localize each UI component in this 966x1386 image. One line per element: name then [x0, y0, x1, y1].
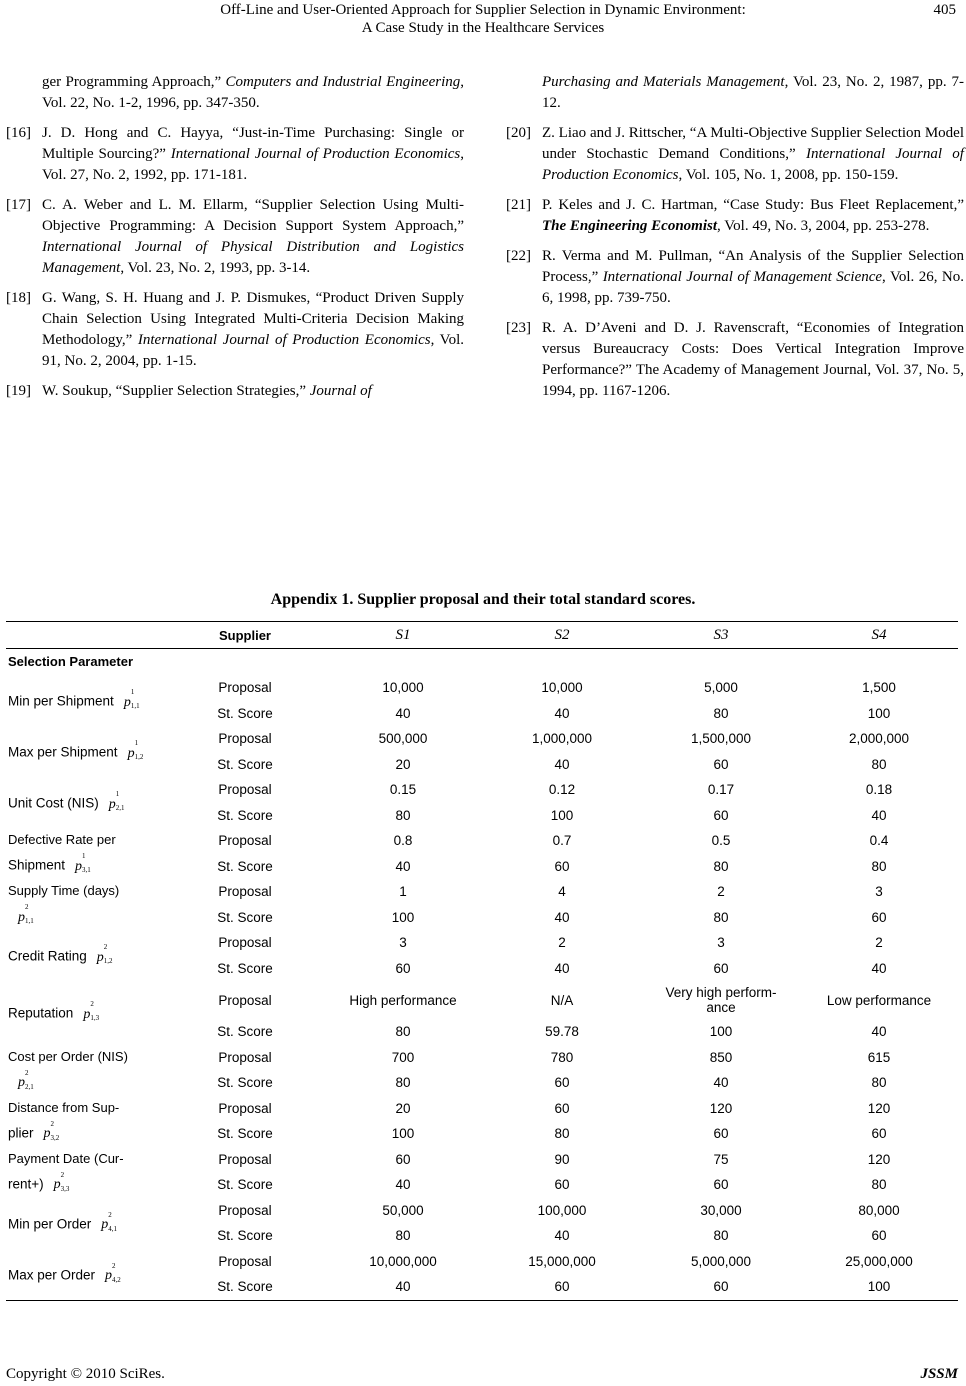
score-value: 40 [395, 1177, 411, 1193]
page-header [0, 0, 966, 46]
proposal-value: 615 [867, 1049, 891, 1065]
parameter-name-cont: rent+) [8, 1176, 44, 1192]
score-value: 40 [554, 1228, 570, 1244]
score-value: 80 [871, 1177, 887, 1193]
reference-23: [23] R. A. D’Aveni and D. J. Ravenscraft, “Economies of Integration versus Bureaucracy Costs: Does Vertical Integration Improve Performance?” The Academy of Management Journal, Vol. 37, No. 5, 1994, pp. 1167-1206. [506, 320, 964, 399]
proposal-value: 2 [717, 884, 725, 900]
score-label: St. Score [217, 1177, 273, 1193]
supplier-s4: S4 [800, 622, 958, 649]
proposal-value: 1 [399, 884, 407, 900]
parameter-name: Distance from Sup- [8, 1099, 120, 1115]
score-label: St. Score [217, 960, 273, 976]
proposal-value: 1,000,000 [531, 731, 593, 747]
proposal-label: Proposal [218, 935, 272, 951]
score-value: 60 [482, 1274, 642, 1300]
parameter-name-cell [6, 1147, 166, 1198]
parameter-name-cell [6, 1249, 166, 1301]
parameter-symbol: $p^1$ 2,1 [108, 790, 125, 813]
proposal-label: Proposal [218, 1049, 272, 1065]
score-value: 40 [871, 1024, 887, 1040]
copyright-text: Copyright © 2010 SciRes. [6, 1366, 165, 1382]
proposal-value: 2 [875, 935, 883, 951]
parameter-symbol: $p^2$ 2,1 [18, 1068, 34, 1091]
score-value: 60 [871, 1126, 887, 1142]
score-value: 60 [554, 1177, 570, 1193]
proposal-value: 0.15 [389, 782, 417, 798]
table-row [6, 930, 958, 956]
references-right-column [506, 72, 964, 411]
score-value: 40 [871, 807, 887, 823]
proposal-value: 1,500,000 [690, 731, 752, 747]
parameter-symbol: $p^1$ 1,2 [127, 739, 144, 762]
parameter-symbol: $p^2$ 3,2 [43, 1119, 60, 1142]
score-label: St. Score [166, 1274, 324, 1300]
page-number: 405 [933, 2, 956, 18]
proposal-value: 4 [558, 884, 566, 900]
table-row [6, 879, 958, 905]
score-value: 80 [871, 756, 887, 772]
table-header-row [6, 622, 958, 649]
proposal-label: Proposal [218, 1100, 272, 1116]
parameter-name-cell [6, 828, 166, 879]
parameter-name-cont: Shipment [8, 857, 66, 873]
parameter-symbol: $p^1$ 3,1 [75, 852, 91, 875]
proposal-value: 0.8 [393, 833, 413, 849]
score-label: St. Score [217, 1075, 273, 1091]
score-value: 80 [395, 1024, 411, 1040]
parameter-name-cell [6, 1198, 166, 1249]
proposal-value: N/A [550, 992, 574, 1008]
proposal-value: 2,000,000 [848, 731, 910, 747]
reference-21: [21] P. Keles and J. C. Hartman, “Case Study: Bus Fleet Replacement,” The Engineering Economist, Vol. 49, No. 3, 2004, pp. 253-278. [506, 197, 964, 234]
parameter-symbol: $p^2$ 3,3 [53, 1170, 70, 1193]
score-value: 40 [554, 705, 570, 721]
appendix-title: Appendix 1. Supplier proposal and their total standard scores. [270, 591, 696, 608]
proposal-value: 75 [713, 1151, 729, 1167]
parameter-name: Cost per Order (NIS) [8, 1048, 128, 1064]
supplier-s2: S2 [482, 622, 642, 649]
proposal-value: 30,000 [700, 1202, 742, 1218]
score-value: 40 [554, 756, 570, 772]
table-row [6, 981, 958, 1019]
proposal-value: 60 [395, 1151, 411, 1167]
proposal-value: 3 [399, 935, 407, 951]
proposal-label: Proposal [218, 1151, 272, 1167]
score-label: St. Score [217, 756, 273, 772]
parameter-name-cell [6, 777, 166, 828]
parameter-symbol: $p^2$ 4,2 [105, 1261, 121, 1284]
parameter-name: Min per Shipment [8, 693, 114, 709]
proposal-value: 90 [554, 1151, 570, 1167]
score-value: 60 [554, 1075, 570, 1091]
proposal-value: 0.7 [552, 833, 572, 849]
proposal-value: 5,000,000 [690, 1253, 752, 1269]
score-value: 80 [713, 1228, 729, 1244]
parameter-name: Max per Shipment [8, 744, 118, 760]
score-value: 80 [713, 705, 729, 721]
table-row [6, 828, 958, 854]
score-value: 40 [395, 705, 411, 721]
proposal-value: 25,000,000 [845, 1253, 913, 1269]
appendix-table [6, 621, 958, 1301]
proposal-value: 80,000 [858, 1202, 900, 1218]
score-label: St. Score [217, 858, 273, 874]
proposal-label: Proposal [218, 884, 272, 900]
score-label: St. Score [217, 1228, 273, 1244]
parameter-name-cell [6, 675, 166, 726]
proposal-value: 60 [554, 1100, 570, 1116]
supplier-s3: S3 [642, 622, 800, 649]
score-value: 60 [713, 807, 729, 823]
score-value: 60 [554, 858, 570, 874]
proposal-value: 10,000 [382, 680, 424, 696]
score-value: 80 [871, 1075, 887, 1091]
score-value: 80 [713, 909, 729, 925]
proposal-label: Proposal [218, 992, 272, 1008]
score-value: 100 [550, 807, 574, 823]
score-value: 100 [391, 1126, 415, 1142]
proposal-value: 2 [558, 935, 566, 951]
proposal-value: 700 [391, 1049, 415, 1065]
score-value: 40 [324, 1274, 482, 1300]
score-value: 80 [554, 1126, 570, 1142]
proposal-value: 120 [867, 1100, 891, 1116]
reference-18: [18] G. Wang, S. H. Huang and J. P. Dismukes, “Product Driven Supply Chain Selection Using Integrated Multi-Criteria Decision Making Methodology,” International Journal of Production Economics, Vol. 91, No. 2, 2004, pp. 1-15. [6, 290, 465, 369]
table-row [6, 1249, 958, 1275]
supplier-header: Supplier [166, 622, 324, 649]
score-value: 80 [395, 807, 411, 823]
parameter-name: Min per Order [8, 1216, 92, 1232]
score-value: 100 [391, 909, 415, 925]
running-title-line-2: A Case Study in the Healthcare Services [361, 20, 605, 36]
parameter-name: Supply Time (days) [8, 883, 120, 899]
references-left-column [6, 72, 464, 411]
score-value: 60 [713, 960, 729, 976]
score-value: 80 [713, 858, 729, 874]
proposal-value: 0.5 [711, 833, 731, 849]
proposal-value: 850 [709, 1049, 733, 1065]
proposal-label: Proposal [218, 1202, 272, 1218]
parameter-symbol: $p^1$ 1,1 [123, 688, 140, 711]
parameter-name-cont: plier [8, 1125, 34, 1141]
parameter-name-cell [6, 726, 166, 777]
proposal-value: 0.4 [869, 833, 889, 849]
proposal-value: 50,000 [382, 1202, 424, 1218]
proposal-value: 3 [875, 884, 883, 900]
reference-20: [20] Z. Liao and J. Rittscher, “A Multi-Objective Supplier Selection Model under Stochastic Demand Conditions,” International Journal of Production Economics, Vol. 105, No. 1, 2008, pp. 150-159. [506, 125, 964, 183]
table-row [6, 1198, 958, 1224]
proposal-label: Proposal [218, 1253, 272, 1269]
proposal-value: 10,000,000 [369, 1253, 437, 1269]
score-label: St. Score [217, 807, 273, 823]
running-title-line-1: Off-Line and User-Oriented Approach for Supplier Selection in Dynamic Environment: [220, 2, 746, 18]
selection-parameter-label: Selection Parameter [8, 654, 134, 669]
parameter-name: Reputation [8, 1006, 74, 1022]
parameter-name-cell [6, 1045, 166, 1096]
score-value: 20 [395, 756, 411, 772]
proposal-value: 1,500 [862, 680, 896, 696]
proposal-value: Very high perform- ance [665, 985, 777, 1015]
parameter-name-cell [6, 930, 166, 981]
parameter-symbol: $p^2$ 1,3 [83, 1000, 100, 1023]
score-value: 60 [395, 960, 411, 976]
reference-continuation: ger Programming Approach,” Computers and Industrial Engineering, Vol. 22, No. 1-2, 1996, pp. 347-350. [42, 74, 464, 111]
parameter-name-cell [6, 879, 166, 930]
proposal-value: 120 [709, 1100, 733, 1116]
score-value: 60 [871, 909, 887, 925]
score-value: 40 [713, 1075, 729, 1091]
table-row [6, 1147, 958, 1173]
proposal-value: 500,000 [378, 731, 428, 747]
parameter-name-cell [6, 981, 166, 1045]
parameter-name: Credit Rating [8, 948, 87, 964]
proposal-value: 3 [717, 935, 725, 951]
score-value: 80 [395, 1228, 411, 1244]
proposal-label: Proposal [218, 833, 272, 849]
parameter-name: Payment Date (Cur- [8, 1150, 124, 1166]
proposal-value: 100,000 [537, 1202, 587, 1218]
proposal-label: Proposal [218, 782, 272, 798]
reference-22: [22] R. Verma and M. Pullman, “An Analysis of the Supplier Selection Process,” International Journal of Management Science, Vol. 26, No. 6, 1998, pp. 739-750. [506, 248, 964, 306]
table-row [6, 726, 958, 752]
proposal-value: 20 [395, 1100, 411, 1116]
score-value: 60 [642, 1274, 800, 1300]
score-value: 60 [713, 756, 729, 772]
score-value: 40 [554, 909, 570, 925]
table-row [6, 1096, 958, 1122]
reference-17: [17] C. A. Weber and L. M. Ellarm, “Supplier Selection Using Multi-Objective Programming: A Decision Support System Approach,” International Journal of Physical Distribution and Logistics Management, Vol. 23, No. 2, 1993, pp. 3-14. [6, 197, 464, 276]
score-value: 100 [800, 1274, 958, 1300]
score-label: St. Score [217, 1126, 273, 1142]
proposal-value: 780 [550, 1049, 574, 1065]
table-row [6, 1045, 958, 1071]
score-label: St. Score [217, 909, 273, 925]
proposal-value: 15,000,000 [528, 1253, 596, 1269]
score-value: 60 [713, 1126, 729, 1142]
reference-continuation-right: Purchasing and Materials Management, Vol. 23, No. 2, 1987, pp. 7-12. [542, 74, 964, 111]
parameter-name: Defective Rate per [8, 832, 116, 848]
score-label: St. Score [217, 1024, 273, 1040]
score-value: 40 [395, 858, 411, 874]
proposal-value: 0.18 [865, 782, 893, 798]
score-value: 60 [713, 1177, 729, 1193]
reference-19: [19] W. Soukup, “Supplier Selection Strategies,” Journal of [6, 383, 372, 399]
proposal-value: 10,000 [541, 680, 583, 696]
score-value: 100 [867, 705, 891, 721]
parameter-name: Unit Cost (NIS) [8, 795, 99, 811]
proposal-value: 5,000 [704, 680, 738, 696]
proposal-value: 0.12 [548, 782, 576, 798]
table-row [6, 675, 958, 701]
reference-16: [16] J. D. Hong and C. Hayya, “Just-in-Time Purchasing: Single or Multiple Sourcing?” International Journal of Production Economics, Vol. 27, No. 2, 1992, pp. 171-181. [6, 125, 464, 183]
supplier-s1: S1 [324, 622, 482, 649]
proposal-label: Proposal [218, 680, 272, 696]
proposal-label: Proposal [218, 731, 272, 747]
parameter-name: Max per Order [8, 1267, 96, 1283]
score-value: 40 [554, 960, 570, 976]
parameter-symbol: $p^2$ 4,1 [101, 1210, 118, 1233]
parameter-name-cell [6, 1096, 166, 1147]
table-row [6, 777, 958, 803]
score-value: 40 [871, 960, 887, 976]
proposal-value: Low performance [826, 992, 932, 1008]
score-label: St. Score [217, 705, 273, 721]
proposal-value: 120 [867, 1151, 891, 1167]
parameter-rows [6, 675, 958, 1300]
proposal-value: 0.17 [707, 782, 735, 798]
score-value: 100 [709, 1024, 733, 1040]
parameter-symbol: $p^2$ 1,1 [18, 903, 34, 926]
journal-abbrev: JSSM [920, 1366, 958, 1382]
selection-parameter-row [6, 649, 958, 676]
score-value: 80 [871, 858, 887, 874]
score-value: 60 [871, 1228, 887, 1244]
parameter-symbol: $p^2$ 1,2 [96, 943, 113, 966]
score-value: 59.78 [545, 1024, 579, 1040]
score-value: 80 [395, 1075, 411, 1091]
proposal-value: High performance [349, 992, 457, 1008]
